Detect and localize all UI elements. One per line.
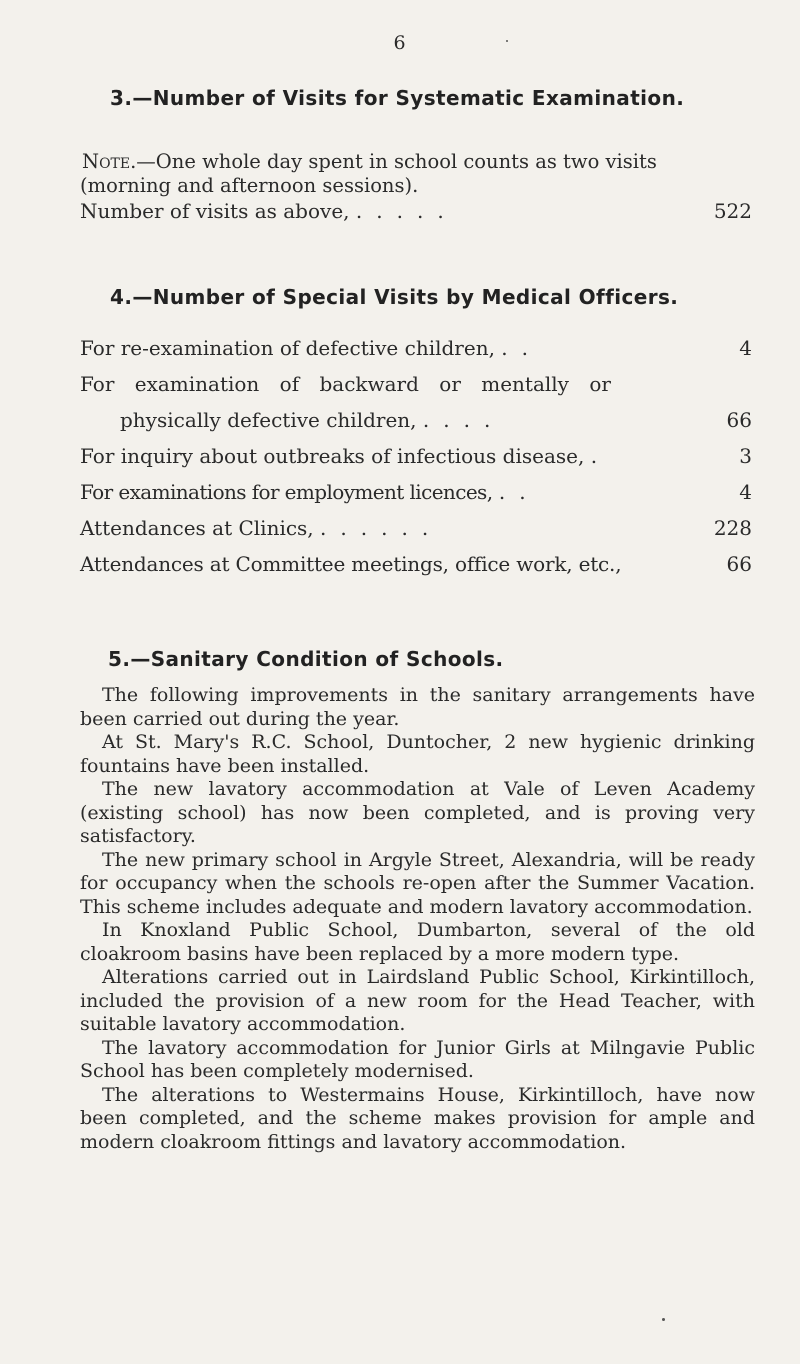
row-label: For examinations for employment licences, xyxy=(80,480,493,504)
paragraph: The following improvements in the sanitary arrangements have been carried out during the year. xyxy=(80,684,755,730)
special-visit-row: Attendances at Clinics, ...... 228 xyxy=(80,516,752,540)
row-value: 4 xyxy=(739,480,752,504)
page-number: 6 xyxy=(393,32,407,54)
visits-label: Number of visits as above, ..... xyxy=(80,199,458,223)
sanitary-paragraphs xyxy=(80,684,755,1154)
visits-value: 522 xyxy=(713,199,752,223)
paragraph: The alterations to Westermains House, Kirkintilloch, have now been completed, and the scheme makes provision for ample and modern cloakroom fittings and lavatory accommodation. xyxy=(80,1083,755,1153)
special-visit-row: For inquiry about outbreaks of infectious disease, . 3 xyxy=(80,444,752,468)
paragraph: The new primary school in Argyle Street, Alexandria, will be ready for occupancy when the schools re-open after the Summer Vacation. This scheme includes adequate and modern lavatory accommodation. xyxy=(80,848,755,918)
section-3-note xyxy=(82,150,657,174)
row-label: Attendances at Committee meetings, office work, etc., xyxy=(80,552,622,576)
row-label: physically defective children, xyxy=(120,408,417,432)
special-visit-row xyxy=(80,552,752,576)
paragraph: At St. Mary's R.C. School, Duntocher, 2 new hygienic drinking fountains have been installed. xyxy=(80,731,755,777)
print-speck xyxy=(662,1318,665,1321)
special-visit-row: physically defective children, .... 66 xyxy=(120,408,752,432)
row-value: 4 xyxy=(739,336,752,360)
visits-row xyxy=(80,199,752,223)
row-value: 66 xyxy=(726,408,752,432)
row-value: 66 xyxy=(726,552,752,576)
section-5-heading: 5.—Sanitary Condition of Schools. xyxy=(108,647,504,671)
paragraph: In Knoxland Public School, Dumbarton, several of the old cloakroom basins have been replaced by a more modern type. xyxy=(80,919,755,965)
section-3-note-continued: (morning and afternoon sessions). xyxy=(80,174,419,197)
paragraph: Alterations carried out in Lairdsland Public School, Kirkintilloch, included the provision of a new room for the Head Teacher, with suitable lavatory accommodation. xyxy=(80,966,755,1035)
row-value: 3 xyxy=(739,444,752,468)
special-visit-row: For re-examination of defective children, .. 4 xyxy=(80,336,752,360)
note-label: Note. xyxy=(82,150,137,173)
paragraph: The lavatory accommodation for Junior Girls at Milngavie Public School has been completely modernised. xyxy=(80,1036,755,1082)
row-value: 228 xyxy=(713,516,752,540)
section-4-heading: 4.—Number of Special Visits by Medical Officers. xyxy=(110,285,679,309)
print-speck xyxy=(506,40,508,42)
row-label: For examination of backward or mentally or xyxy=(80,372,611,396)
note-text: —One whole day spent in school counts as two visits xyxy=(136,150,657,173)
row-label: For inquiry about outbreaks of infectious disease, xyxy=(80,444,585,468)
row-label: Attendances at Clinics, xyxy=(80,516,314,540)
special-visit-row: For examinations for employment licences, .. 4 xyxy=(80,480,752,504)
special-visit-row xyxy=(80,372,752,396)
row-label: For re-examination of defective children, xyxy=(80,336,495,360)
section-3-heading: 3.—Number of Visits for Systematic Examination. xyxy=(110,86,685,110)
paragraph: The new lavatory accommodation at Vale of Leven Academy (existing school) has now been completed, and is proving very satisfactory. xyxy=(80,778,755,847)
